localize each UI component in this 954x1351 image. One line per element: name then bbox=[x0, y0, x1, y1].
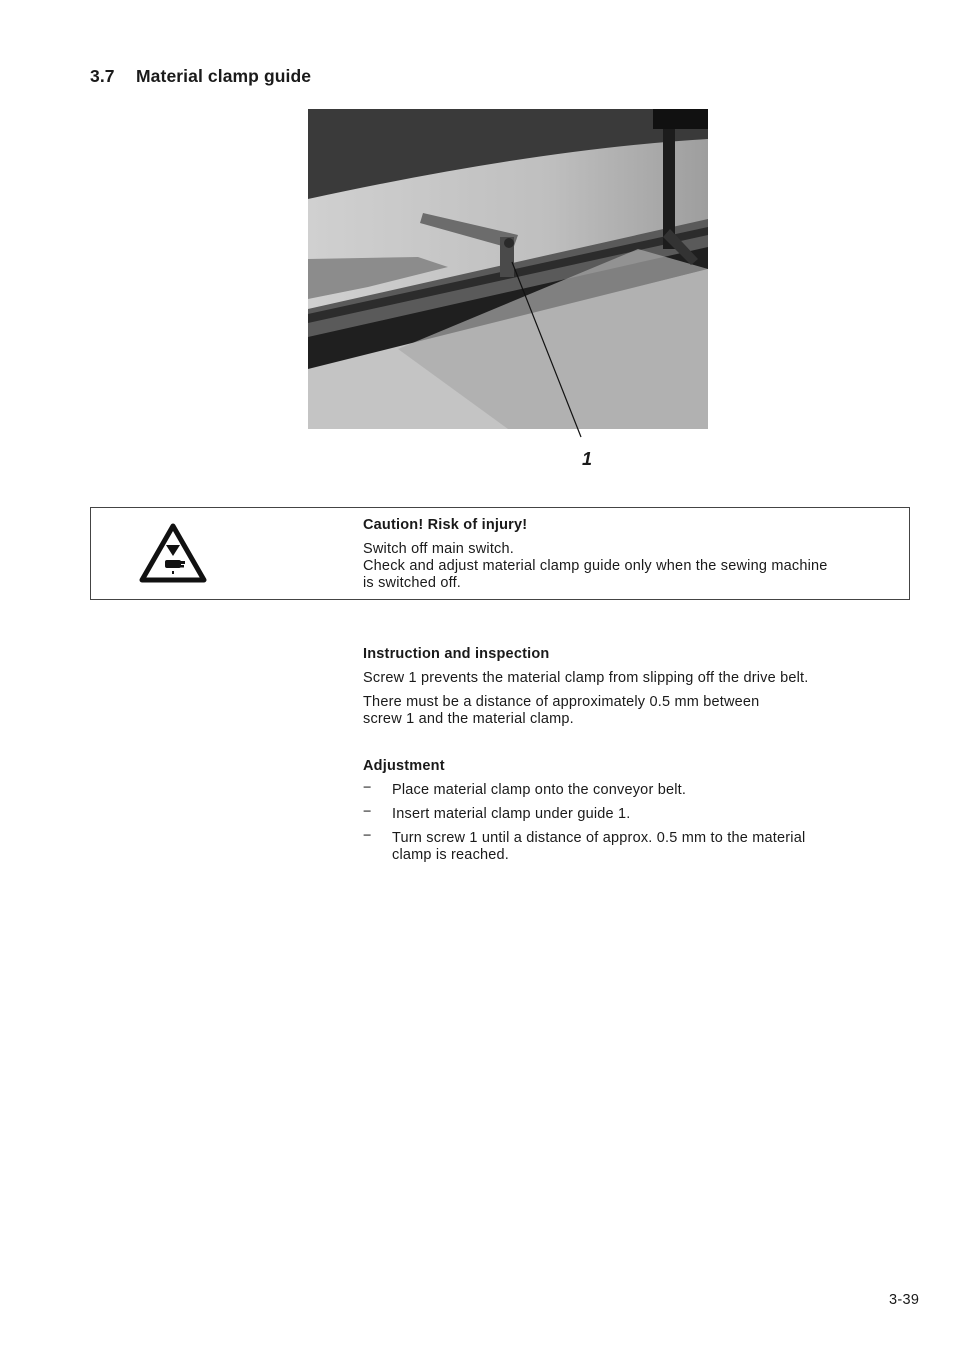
page-number: 3-39 bbox=[889, 1292, 920, 1308]
caution-line-1: Switch off main switch. bbox=[363, 541, 514, 557]
inspection-paragraph-2-line-1: There must be a distance of approximately 0.5 mm between bbox=[363, 694, 760, 710]
inspection-paragraph-1: Screw 1 prevents the material clamp from slipping off the drive belt. bbox=[363, 670, 809, 686]
adjustment-step-1-text: Place material clamp onto the conveyor belt. bbox=[392, 782, 687, 798]
bullet-dash: − bbox=[363, 804, 372, 820]
adjustment-step-3 bbox=[363, 830, 908, 864]
inspection-paragraph-2-line-2: screw 1 and the material clamp. bbox=[363, 711, 574, 727]
caution-line-3: is switched off. bbox=[363, 575, 462, 591]
adjustment-steps bbox=[363, 782, 908, 864]
hand-crush-warning-icon bbox=[139, 523, 207, 583]
inspection-section bbox=[363, 646, 908, 728]
section-title-text: Material clamp guide bbox=[136, 66, 312, 86]
section-number: 3.7 bbox=[90, 66, 115, 86]
adjustment-step-3-line-2: clamp is reached. bbox=[392, 847, 510, 863]
adjustment-step-2-text: Insert material clamp under guide 1. bbox=[392, 806, 631, 822]
bullet-dash: − bbox=[363, 828, 372, 844]
adjustment-step-2 bbox=[363, 806, 908, 823]
adjustment-heading: Adjustment bbox=[363, 758, 445, 774]
adjustment-section bbox=[363, 758, 908, 871]
caution-box bbox=[90, 507, 910, 600]
caution-heading: Caution! Risk of injury! bbox=[363, 517, 528, 533]
inspection-paragraph-2 bbox=[363, 694, 908, 728]
inspection-heading: Instruction and inspection bbox=[363, 646, 550, 662]
adjustment-step-3-line-1: Turn screw 1 until a distance of approx. 0.5 mm to the material bbox=[392, 830, 806, 846]
caution-line-2: Check and adjust material clamp guide only when the sewing machine bbox=[363, 558, 828, 574]
adjustment-step-1 bbox=[363, 782, 908, 799]
section-title bbox=[90, 66, 311, 87]
photo-illustration bbox=[308, 109, 708, 429]
bullet-dash: − bbox=[363, 780, 372, 796]
callout-label: 1 bbox=[582, 449, 593, 469]
machine-photo bbox=[308, 109, 708, 429]
caution-text bbox=[363, 517, 908, 592]
